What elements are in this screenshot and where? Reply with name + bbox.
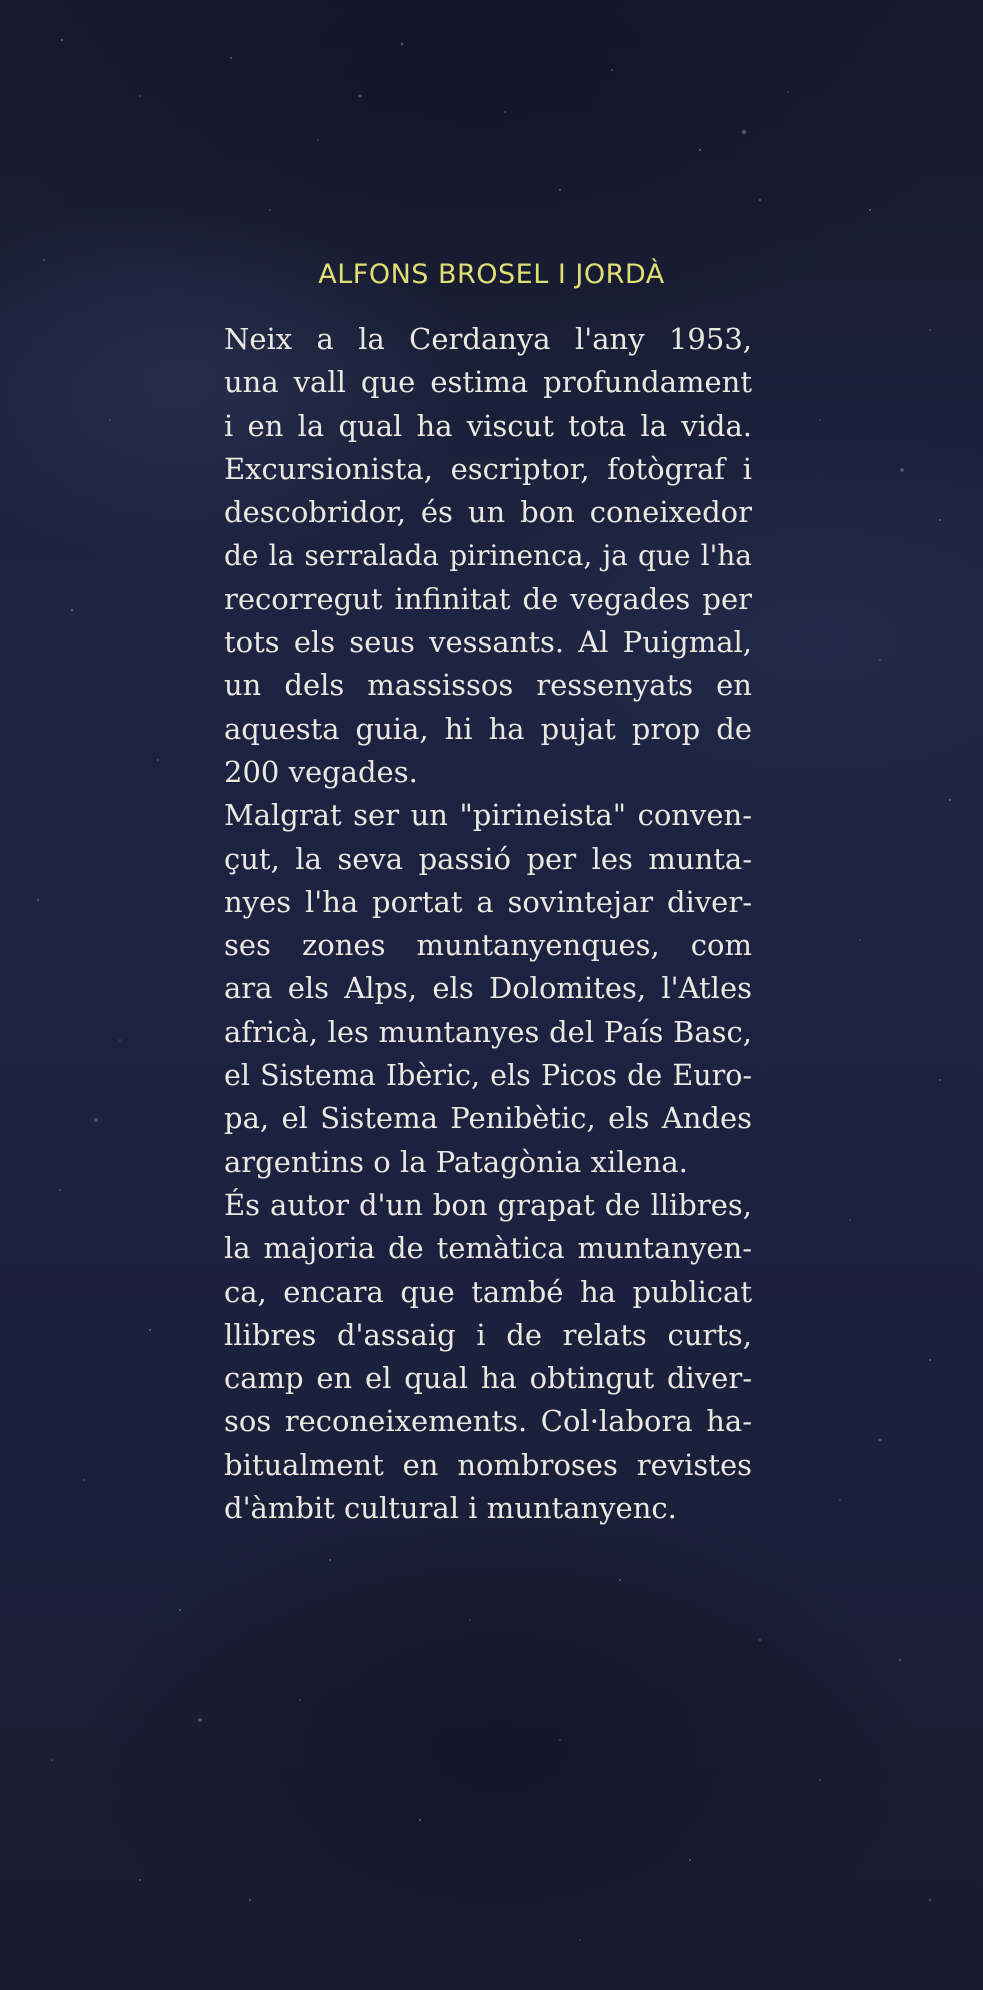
author-name-heading: ALFONS BROSEL I JORDÀ [318, 259, 665, 290]
bio-line: Excursionista, escriptor, fotògraf i [224, 451, 752, 486]
bio-line: aquesta guia, hi ha pujat prop de [224, 711, 752, 746]
bio-line: de la serralada pirinenca, ja que l'ha [224, 539, 752, 573]
bio-line: çut, la seva passió per les munta- [224, 841, 752, 876]
bio-paragraph-1 [224, 318, 752, 794]
bio-line: un dels massissos ressenyats en [224, 668, 752, 703]
bio-line: És autor d'un bon grapat de llibres, [224, 1187, 752, 1222]
bio-line: descobridor, és un bon coneixedor [224, 495, 752, 530]
bio-line: el Sistema Ibèric, els Picos de Euro- [224, 1059, 752, 1093]
bio-line: pa, el Sistema Penibètic, els Andes [224, 1101, 752, 1136]
bio-line: argentins o la Patagònia xilena. [224, 1144, 688, 1179]
bio-line: camp en el qual ha obtingut diver- [224, 1361, 752, 1396]
bio-paragraph-2 [224, 794, 752, 1184]
bio-line: d'àmbit cultural i muntanyenc. [224, 1491, 677, 1526]
bio-line: africà, les muntanyes del País Basc, [224, 1014, 752, 1049]
bio-line: ses zones muntanyenques, com [224, 928, 752, 963]
bio-line: una vall que estima profundament [224, 365, 752, 400]
bio-line: Neix a la Cerdanya l'any 1953, [224, 322, 752, 356]
bio-line: llibres d'assaig i de relats curts, [224, 1317, 752, 1352]
bio-line: bitualment en nombroses revistes [224, 1447, 752, 1482]
bio-line: tots els seus vessants. Al Puigmal, [224, 625, 752, 660]
bio-line: Malgrat ser un "pirineista" conven- [224, 798, 752, 833]
bio-paragraph-3 [224, 1184, 752, 1530]
bio-line: la majoria de temàtica muntanyen- [224, 1231, 752, 1266]
bio-line: sos reconeixements. Col·labora ha- [224, 1404, 752, 1439]
bio-line: recorregut infinitat de vegades per [224, 581, 752, 616]
bio-line: 200 vegades. [224, 754, 418, 789]
author-biography [224, 318, 752, 1530]
bio-line: ca, encara que també ha publicat [224, 1274, 752, 1309]
bio-line: i en la qual ha viscut tota la vida. [224, 408, 752, 443]
bio-line: nyes l'ha portat a sovintejar diver- [224, 884, 752, 919]
bio-line: ara els Alps, els Dolomites, l'Atles [224, 971, 752, 1006]
